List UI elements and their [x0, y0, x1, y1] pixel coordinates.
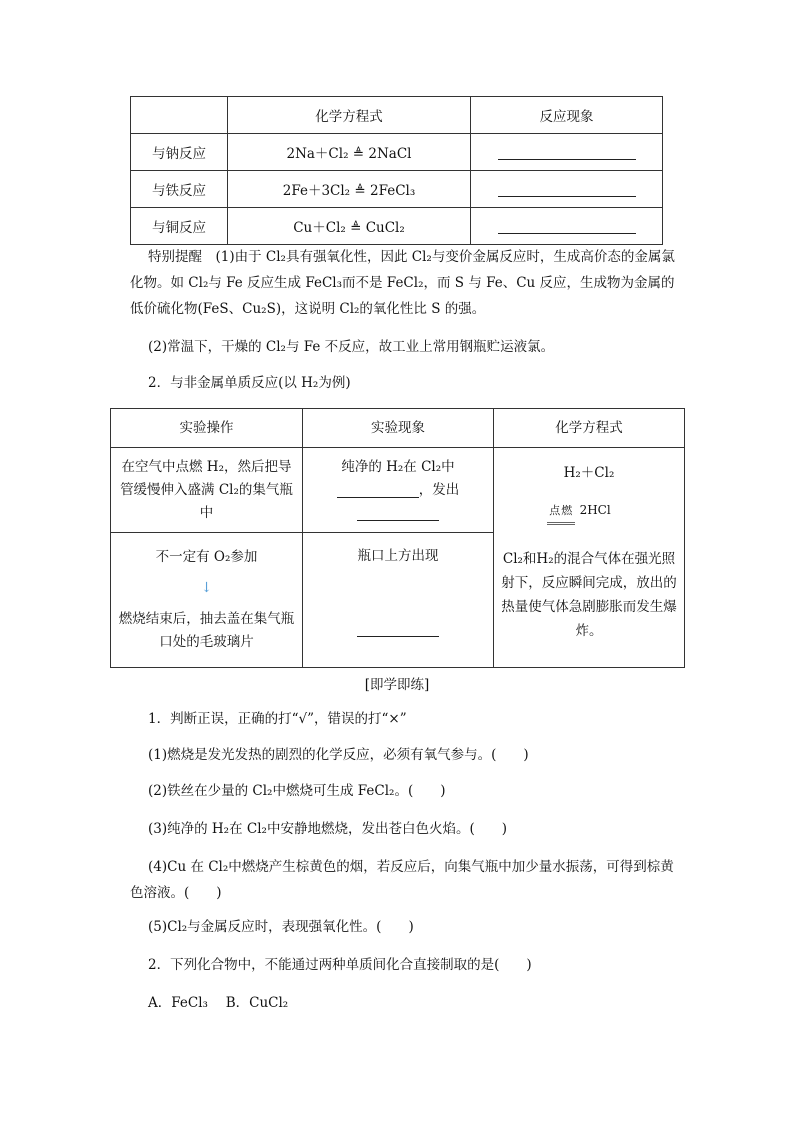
operation-ignite-h2: 在空气中点燃 H₂，然后把导管缓慢伸入盛满 Cl₂的集气瓶中 [111, 448, 303, 533]
tip-paragraph-2: (2)常温下，干燥的 Cl₂与 Fe 不反应，故工业上常用钢瓶贮运液氯。 [148, 339, 555, 355]
arrow-down-icon: ↓ [200, 580, 213, 596]
table2-header-phenomenon: 实验现象 [303, 409, 494, 448]
phenomenon-blank-copper [471, 208, 663, 245]
statement-5: (5)Cl₂与金属反应时，表现强氧化性。( ) [148, 919, 414, 935]
phenomenon-bottle-text: 瓶口上方出现 [357, 548, 439, 564]
phenomenon-line-1: 纯净的 H₂在 Cl₂中 [341, 458, 455, 475]
answer-blank [498, 145, 636, 160]
tip-paragraph-1: 特别提醒 (1)由于 Cl₂具有强氧化性，因此 Cl₂与变价金属反应时，生成高价态的金属氯化物。如 Cl₂与 Fe 反应生成 FeCl₃而不是 FeCl₂，而 S 与 Fe、Cu 反应，生成物为金属的低价硫化物(FeS、Cu₂S)，这说明 Cl₂的氧化性比 S 的强。 [130, 249, 675, 317]
equation-sodium: 2Na＋Cl₂ ≜ 2NaCl [228, 134, 471, 171]
answer-blank [498, 219, 636, 234]
answer-blank [357, 506, 439, 521]
phenomenon-blank-sodium [471, 134, 663, 171]
phenomenon-bottle-blank [303, 618, 493, 641]
statement-1: (1)燃烧是发光发热的剧烈的化学反应，必须有氧气参与。( ) [148, 747, 529, 763]
row-label-sodium: 与钠反应 [131, 134, 228, 171]
operation-step: 燃烧结束后，抽去盖在集气瓶口处的毛玻璃片 [118, 611, 295, 650]
statement-4: (4)Cu 在 Cl₂中燃烧产生棕黄色的烟，若反应后，向集气瓶中加少量水振荡，可得到棕黄色溶液。( ) [130, 859, 674, 901]
phenomenon-bottle-mouth [303, 533, 494, 668]
statement-3: (3)纯净的 H₂在 Cl₂中安静地燃烧，发出苍白色火焰。( ) [148, 821, 507, 837]
equation-condition: 点燃 [547, 499, 575, 525]
equation-iron: 2Fe＋3Cl₂ ≜ 2FeCl₃ [228, 171, 471, 208]
equation-product: 2HCl [579, 503, 611, 517]
operation-note: 不一定有 O₂参加 [155, 549, 258, 565]
question-2: 2．下列化合物中，不能通过两种单质间化合直接制取的是( ) [148, 957, 532, 973]
operation-remove-glass [111, 533, 303, 668]
answer-blank [357, 622, 439, 637]
table1-header-phenomenon: 反应现象 [471, 97, 663, 134]
metal-reaction-table [130, 96, 663, 245]
phenomenon-line-3 [303, 502, 493, 525]
section-heading-nonmetal: 2．与非金属单质反应(以 H₂为例) [148, 375, 351, 391]
equation-copper: Cu＋Cl₂ ≜ CuCl₂ [228, 208, 471, 245]
table2-header-equation: 化学方程式 [494, 409, 685, 448]
question-1: 1．判断正误，正确的打“√”，错误的打“×” [148, 711, 407, 727]
answer-blank [337, 483, 419, 498]
equation-condition-line [480, 499, 678, 525]
explosion-note: Cl₂和H₂的混合气体在强光照射下，反应瞬间完成，放出的热量使气体急剧膨胀而发生爆炸。 [501, 551, 677, 639]
question-2-options: A．FeCl₃ B．CuCl₂ [148, 995, 289, 1011]
section-label-practice: [即学即练] [364, 677, 430, 693]
table2-header-operation: 实验操作 [111, 409, 303, 448]
hydrogen-experiment-table [110, 408, 685, 668]
phenomenon-ignite-h2 [303, 448, 494, 533]
equation-h2-cl2 [494, 448, 685, 668]
phenomenon-text: ，发出 [418, 481, 460, 498]
table1-header-equation: 化学方程式 [228, 97, 471, 134]
phenomenon-blank-iron [471, 171, 663, 208]
row-label-iron: 与铁反应 [131, 171, 228, 208]
statement-2: (2)铁丝在少量的 Cl₂中燃烧可生成 FeCl₂。( ) [148, 783, 446, 799]
equation-reactants: H₂＋Cl₂ [563, 465, 615, 481]
answer-blank [498, 182, 636, 197]
phenomenon-line-2 [303, 479, 493, 502]
row-label-copper: 与铜反应 [131, 208, 228, 245]
table1-header-empty [131, 97, 228, 134]
